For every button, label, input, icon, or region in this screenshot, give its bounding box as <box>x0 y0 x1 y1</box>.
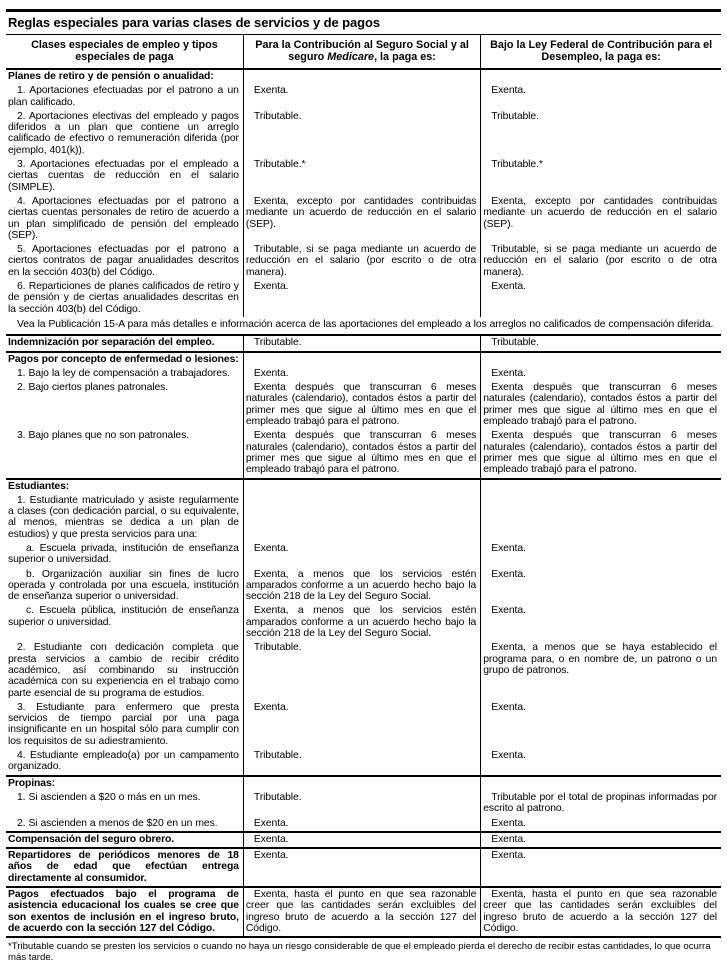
label-cell: Pagos efectuados bajo el programa de asistencia educacional los cuales se cree que son exentos de inclusión en el ingreso bruto, de acuerdo con la sección 127 del Código. <box>6 887 243 937</box>
table-row <box>6 832 721 848</box>
ss-cell: Exenta. <box>243 280 480 317</box>
label-cell: 5. Aportaciones efectuadas por el patrono a ciertos contratos de pagar anualidades descritos en la sección 403(b) del Código. <box>8 244 239 278</box>
label-cell: Indemnización por separación del empleo. <box>6 335 243 351</box>
table-row <box>6 641 721 700</box>
table-row <box>6 110 721 158</box>
label-cell: 2. Estudiante con dedicación completa que presta servicios a cambio de recibir crédito académico, así combinando su instrucción académica con su experiencia en el trabajo como parte esencial de su programa de estudios. <box>8 642 239 699</box>
ss-cell: Tributable. <box>243 335 480 351</box>
label-cell: 2. Aportaciones electivas del empleado y pagos diferidos a un plan que contiene un arreglo calificado de efectivo o remuneración diferida (por ejemplo, 401(k)). <box>8 110 239 156</box>
section-header-row <box>6 352 721 367</box>
header-text: Para la Contribución al Seguro Social y al seguro <box>255 39 469 63</box>
table-row <box>6 243 721 280</box>
table-row <box>6 817 721 832</box>
section-header-row <box>6 479 721 494</box>
label-cell: c. Escuela pública, institución de enseñanza superior o universidad. <box>8 605 239 628</box>
futa-cell: Exenta. <box>481 817 721 832</box>
table-header <box>6 35 721 69</box>
ss-cell: Tributable, si se paga mediante un acuerdo de reducción en el salario (por escrito o de otra manera). <box>243 243 480 280</box>
header-row <box>6 35 721 69</box>
ss-cell <box>243 479 480 494</box>
column-header-social-security-medicare <box>243 35 480 69</box>
label-cell: 2. Bajo ciertos planes patronales. <box>17 382 169 394</box>
section-header-row <box>6 776 721 791</box>
futa-cell: Exenta. <box>481 848 721 887</box>
label-cell: 6. Reparticiones de planes calificados de retiro y de pensión y de ciertas anualidades descritas en la sección 403(b) del Código. <box>8 281 239 315</box>
table-row <box>6 749 721 776</box>
table-row <box>6 848 721 887</box>
table-row <box>6 367 721 381</box>
table-row <box>6 335 721 351</box>
table-row <box>6 158 721 195</box>
futa-cell: Exenta. <box>481 367 721 381</box>
ss-cell: Exenta. <box>243 832 480 848</box>
ss-cell: Exenta. <box>243 542 480 568</box>
table-row <box>6 604 721 641</box>
futa-cell: Exenta después que transcurran 6 meses naturales (calendario), contados éstos a partir del primer mes que sigue al último mes en que el empleado trabajó para el patrono. <box>481 381 721 429</box>
label-cell: 3. Aportaciones efectuadas por el empleado a ciertas cuentas de reducción en el salario (SIMPLE). <box>8 159 239 193</box>
ss-cell: Tributable. <box>243 791 480 817</box>
futa-cell: Exenta. <box>481 568 721 605</box>
special-rules-table <box>6 35 721 938</box>
ss-cell: Exenta. <box>243 367 480 381</box>
futa-cell: Tributable. <box>481 110 721 158</box>
column-header-futa: Bajo la Ley Federal de Contribución para el Desempleo, la paga es: <box>481 35 721 69</box>
ss-cell <box>243 69 480 84</box>
futa-cell: Exenta. <box>481 832 721 848</box>
futa-cell <box>481 352 721 367</box>
section-note-row <box>6 317 721 335</box>
label-cell: 4. Estudiante empleado(a) por un campamento organizado. <box>8 750 239 773</box>
futa-cell: Tributable.* <box>481 158 721 195</box>
section-header-cell: Pagos por concepto de enfermedad o lesiones: <box>6 352 243 367</box>
medicare-italic: Medicare <box>327 51 375 63</box>
ss-cell: Tributable.* <box>243 158 480 195</box>
ss-cell: Exenta, a menos que los servicios estén amparados conforme a un acuerdo hecho bajo la sección 218 de la Ley del Seguro Social. <box>243 604 480 641</box>
futa-cell: Exenta. <box>481 84 721 110</box>
futa-cell: Tributable. <box>481 335 721 351</box>
section-header-cell: Estudiantes: <box>6 479 243 494</box>
futa-cell: Exenta. <box>481 604 721 641</box>
header-text: , la paga es: <box>374 51 436 63</box>
table-row <box>6 494 721 542</box>
table-row <box>6 195 721 243</box>
table-row <box>6 791 721 817</box>
label-cell: b. Organización auxiliar sin fines de lucro operada y controlada por una escuela, institución de enseñanza superior o universidad. <box>8 568 239 603</box>
section-header-cell: Propinas: <box>6 776 243 791</box>
futa-cell <box>481 494 721 542</box>
label-cell: 1. Aportaciones efectuadas por el patrono a un plan calificado. <box>8 85 239 108</box>
futa-cell <box>481 776 721 791</box>
futa-cell: Exenta, hasta el punto en que sea razonable creer que las cantidades serán excluibles del ingreso bruto de acuerdo a la sección 127 del Código. <box>481 887 721 937</box>
ss-cell: Exenta después que transcurran 6 meses naturales (calendario), contados éstos a partir del primer mes que sigue al último mes en que el empleado trabajó para el patrono. <box>243 429 480 478</box>
table-title: Reglas especiales para varias clases de servicios y de pagos <box>6 12 721 35</box>
futa-cell: Tributable por el total de propinas informadas por escrito al patrono. <box>481 791 721 817</box>
futa-cell: Exenta, a menos que se haya establecido el programa para, o en nombre de, un patrono o un grupo de patronos. <box>481 641 721 700</box>
ss-cell <box>243 352 480 367</box>
futa-cell: Exenta. <box>481 280 721 317</box>
label-cell: 2. Si ascienden a menos de $20 en un mes. <box>17 817 218 829</box>
table-row <box>6 701 721 749</box>
ss-cell: Exenta. <box>243 817 480 832</box>
ss-cell: Tributable. <box>243 749 480 776</box>
ss-cell: Exenta, excepto por cantidades contribuidas mediante un acuerdo de reducción en el salario (SEP). <box>243 195 480 243</box>
futa-cell <box>481 479 721 494</box>
ss-cell: Exenta, hasta el punto en que sea razonable creer que las cantidades serán excluibles del ingreso bruto de acuerdo a la sección 127 del Código. <box>243 887 480 937</box>
column-header-employment-classes: Clases especiales de empleo y tipos especiales de paga <box>6 35 243 69</box>
label-cell: 3. Bajo planes que no son patronales. <box>17 430 189 442</box>
footnote: *Tributable cuando se presten los servicios o cuando no haya un riesgo considerable de que el empleado pierda el derecho de recibir estas cantidades, lo que ocurra más tarde. <box>8 941 711 963</box>
label-cell: 1. Estudiante matriculado y asiste regularmente a clases (con dedicación parcial, o su equivalente, al menos, mientras se dedica a un plan de estudios) y que presta servicios para una: <box>8 494 239 540</box>
futa-cell: Exenta después que transcurran 6 meses naturales (calendario), contados éstos a partir del primer mes que sigue al último mes en que el empleado trabajó para el patrono. <box>481 429 721 478</box>
futa-cell: Exenta. <box>481 701 721 749</box>
ss-cell: Tributable. <box>243 110 480 158</box>
table-row <box>6 280 721 317</box>
ss-cell: Exenta. <box>243 84 480 110</box>
ss-cell: Exenta, a menos que los servicios estén amparados conforme a un acuerdo hecho bajo la sección 218 de la Ley del Seguro Social. <box>243 568 480 605</box>
ss-cell: Tributable. <box>243 641 480 700</box>
futa-cell: Exenta, excepto por cantidades contribuidas mediante un acuerdo de reducción en el salario (SEP). <box>481 195 721 243</box>
ss-cell <box>243 494 480 542</box>
section-header-row <box>6 69 721 84</box>
table-row <box>6 429 721 478</box>
futa-cell: Exenta. <box>481 749 721 776</box>
publication-note: Vea la Publicación 15-A para más detalles e información acerca de las aportaciones del empleado a los arreglos no calificados de compensación diferida. <box>17 318 714 330</box>
label-cell: Compensación del seguro obrero. <box>6 832 243 848</box>
table-row <box>6 381 721 429</box>
label-cell: 3. Estudiante para enfermero que presta servicios de tiempo parcial por una paga insignificante en un hospital sólo para cumplir con los requisitos de su adiestramiento. <box>8 701 239 747</box>
ss-cell: Exenta. <box>243 848 480 887</box>
table-body <box>6 69 721 937</box>
ss-cell <box>243 776 480 791</box>
table-row <box>6 84 721 110</box>
table-row <box>6 542 721 568</box>
futa-cell <box>481 69 721 84</box>
label-cell: 1. Si ascienden a $20 o más en un mes. <box>17 791 201 803</box>
label-cell: 4. Aportaciones efectuadas por el patrono a ciertas cuentas personales de retiro de acuerdo a un plan simplificado de pensión del empleado (SEP). <box>8 195 239 241</box>
label-cell: Repartidores de periódicos menores de 18 años de edad que efectúan entrega directamente al consumidor. <box>6 848 243 887</box>
futa-cell: Exenta. <box>481 542 721 568</box>
ss-cell: Exenta. <box>243 701 480 749</box>
label-cell: 1. Bajo la ley de compensación a trabajadores. <box>17 367 230 379</box>
section-header-cell: Planes de retiro y de pensión o anualidad: <box>6 69 243 84</box>
label-cell: a. Escuela privada, institución de enseñanza superior o universidad. <box>8 542 239 566</box>
table-row <box>6 568 721 605</box>
table-row <box>6 887 721 937</box>
ss-cell: Exenta después que transcurran 6 meses naturales (calendario), contados éstos a partir del primer mes que sigue al último mes en que el empleado trabajó para el patrono. <box>243 381 480 429</box>
futa-cell: Tributable, si se paga mediante un acuerdo de reducción en el salario (por escrito o de otra manera). <box>481 243 721 280</box>
